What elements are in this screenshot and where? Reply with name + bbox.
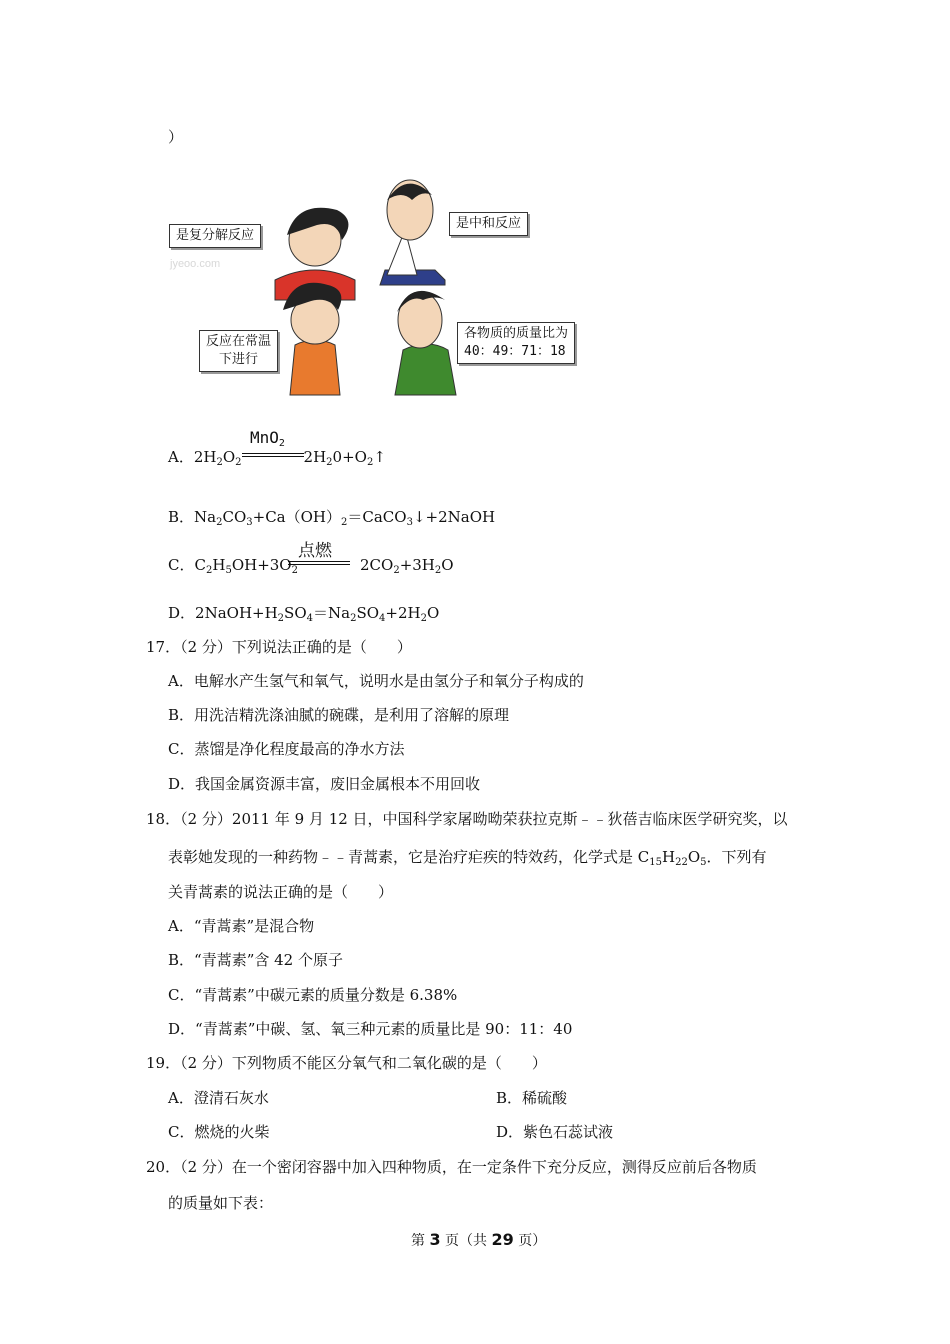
q19-option-b: B．稀硫酸 [496,1089,568,1107]
footer-text: 第 [411,1233,430,1249]
bubble-4-line-2: 40：49：71：18 [464,344,566,359]
element-h: H [661,848,676,866]
q18-stem-line-2 [168,846,767,868]
q19-stem: 19．（2 分）下列物质不能区分氧气和二氧化碳的是（ ） [146,1054,547,1072]
q18-option-b: B．“青蒿素”含 42 个原子 [168,951,343,969]
students-illustration [165,170,605,400]
ignite-condition: 点燃 [298,541,332,561]
subscript: 5 [700,857,707,868]
bubble-4-line-1: 各物质的质量比为 [464,326,569,341]
student-4 [395,291,456,395]
student-3 [283,283,341,395]
continued-paren: ） [168,128,184,146]
catalyst-label [250,428,285,449]
bubble-3-line-1: 反应在常温 [206,334,272,349]
bubble-3-line-2: 下进行 [219,352,259,367]
q17-option-b: B．用洗洁精洗涤油腻的碗碟，是利用了溶解的原理 [168,706,510,724]
q17-option-a: A．电解水产生氢气和氧气，说明水是由氢分子和氧分子构成的 [168,672,584,690]
q16-option-d: D．$2NaOH+H_2SO_4=Na_2SO_4+2H_2O$ [168,604,440,624]
footer-text: 页） [513,1233,547,1249]
q18-text: ．下列有 [706,848,767,866]
q19-option-c: C．燃烧的火柴 [168,1123,270,1141]
q18-option-a: A．“青蒿素”是混合物 [168,917,315,935]
q18-option-c: C．“青蒿素”中碳元素的质量分数是 6.38% [168,986,458,1004]
total-pages-number: 29 [491,1230,514,1249]
q19-option-a: A．澄清石灰水 [168,1089,269,1107]
q18-text: 表彰她发现的一种药物﹣﹣青蒿素，它是治疗疟疾的特效药，化学式是 C [168,848,650,866]
option-label: A． [168,448,194,466]
footer-text: 页（共 [440,1233,492,1249]
speech-bubble-1: 是复分解反应 [169,224,261,248]
option-label: B． [168,508,195,526]
q16-option-c: C．$C_2H_5OH+3O_2$ $2CO_2+3H_2O$ [168,556,454,576]
option-label: D． [168,604,196,622]
catalyst-subscript: 2 [278,438,285,449]
watermark: jyeoo.com [170,258,221,270]
option-label: C． [168,556,195,574]
q18-option-d: D．“青蒿素”中碳、氢、氧三种元素的质量比是 90：11：40 [168,1020,573,1038]
element-o: O [687,848,701,866]
subscript: 22 [675,857,688,868]
speech-bubble-4 [457,322,575,364]
page-footer [411,1230,546,1250]
q20-stem-line-1: 20．（2 分）在一个密闭容器中加入四种物质，在一定条件下充分反应，测得反应前后各物质 [146,1158,757,1176]
q19-option-d: D．紫色石蕊试液 [496,1123,614,1141]
reaction-arrow-a [242,453,304,457]
q20-stem-line-2: 的质量如下表： [168,1194,274,1212]
q17-option-c: C．蒸馏是净化程度最高的净水方法 [168,740,405,758]
q16-option-a: A．$2H_2O_2$ $2H_20+O_2↑$ [168,448,386,468]
q18-stem-line-1: 18．（2 分）2011 年 9 月 12 日，中国科学家屠呦呦荣获拉克斯﹣﹣狄蓓吉临床医学研究奖，以 [146,810,788,828]
reaction-arrow-c [288,561,350,565]
catalyst-text: MnO [250,428,279,447]
q16-option-b: B．$Na_2CO_3+Ca(OH)_2=CaCO_3↓+2NaOH$ [168,508,496,528]
q18-stem-line-3: 关青蒿素的说法正确的是（ ） [168,883,394,901]
q17-option-d: D．我国金属资源丰富，废旧金属根本不用回收 [168,775,481,793]
speech-bubble-2: 是中和反应 [449,212,528,236]
subscript: 15 [649,857,662,868]
q17-stem: 17．（2 分）下列说法正确的是（ ） [146,638,412,656]
current-page-number: 3 [429,1230,441,1249]
speech-bubble-3 [199,330,278,372]
student-2 [380,180,445,285]
